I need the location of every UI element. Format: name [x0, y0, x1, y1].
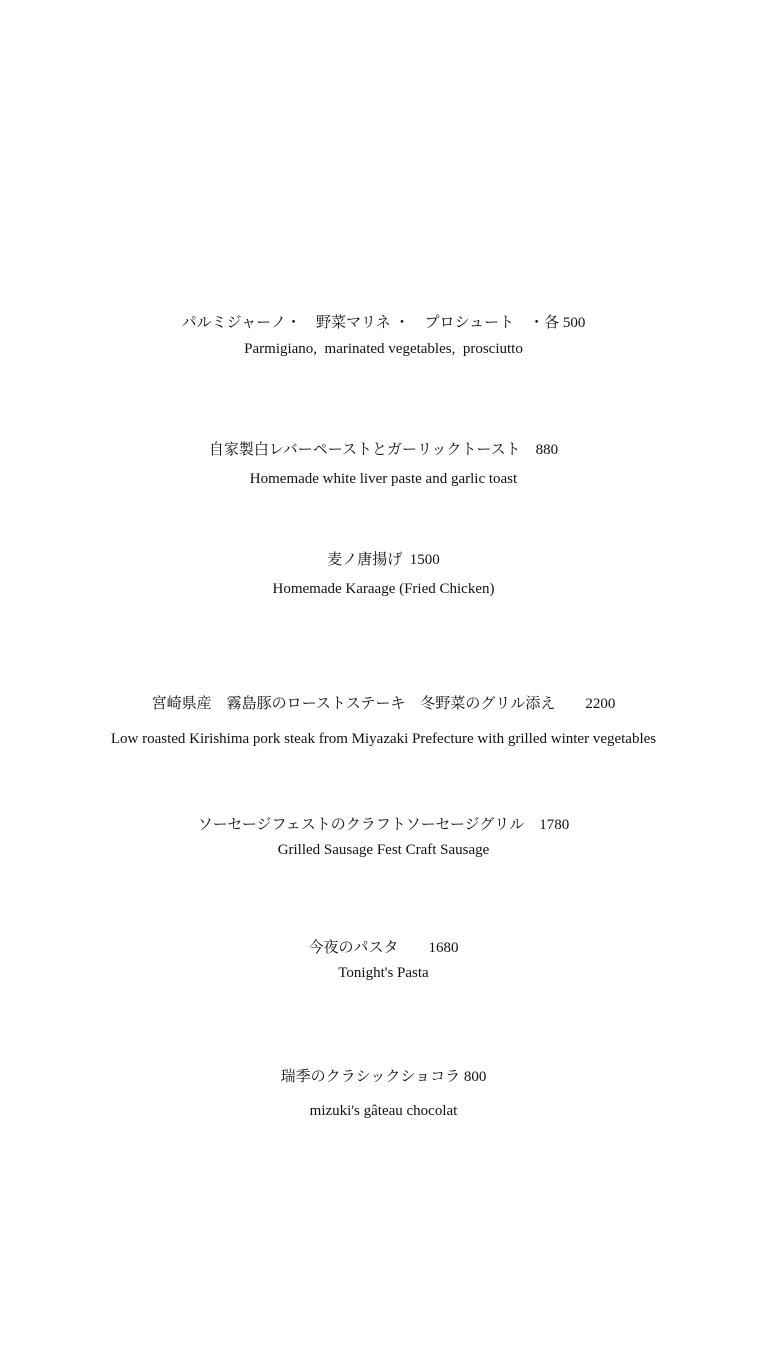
- menu-item-english: Grilled Sausage Fest Craft Sausage: [277, 842, 490, 858]
- menu-item-japanese: 宮崎県産 霧島豚のローストステーキ 冬野菜のグリル添え 2200: [151, 696, 616, 712]
- menu-item-japanese: 瑞季のクラシックショコラ 800: [280, 1069, 487, 1085]
- menu-item-english: mizuki's gâteau chocolat: [309, 1103, 458, 1119]
- menu-item-english: Homemade white liver paste and garlic toast: [249, 471, 518, 487]
- menu-item-english: Low roasted Kirishima pork steak from Miyazaki Prefecture with grilled winter vegetables: [110, 731, 657, 747]
- menu-item-japanese: 今夜のパスタ 1680: [308, 940, 459, 956]
- menu-item-japanese: 麦ノ唐揚げ 1500: [327, 552, 440, 568]
- menu-item-japanese: ソーセージフェストのクラフトソーセージグリル 1780: [197, 817, 570, 833]
- menu-item-japanese: 自家製白レバーペーストとガーリックトースト 880: [208, 442, 559, 458]
- menu-item-japanese: パルミジャーノ・ 野菜マリネ ・ プロシュート ・各 500: [181, 315, 586, 331]
- menu-item-english: Tonight's Pasta: [338, 965, 429, 981]
- menu-item-english: Parmigiano, marinated vegetables, prosciutto: [244, 341, 523, 357]
- menu-item-english: Homemade Karaage (Fried Chicken): [272, 581, 495, 597]
